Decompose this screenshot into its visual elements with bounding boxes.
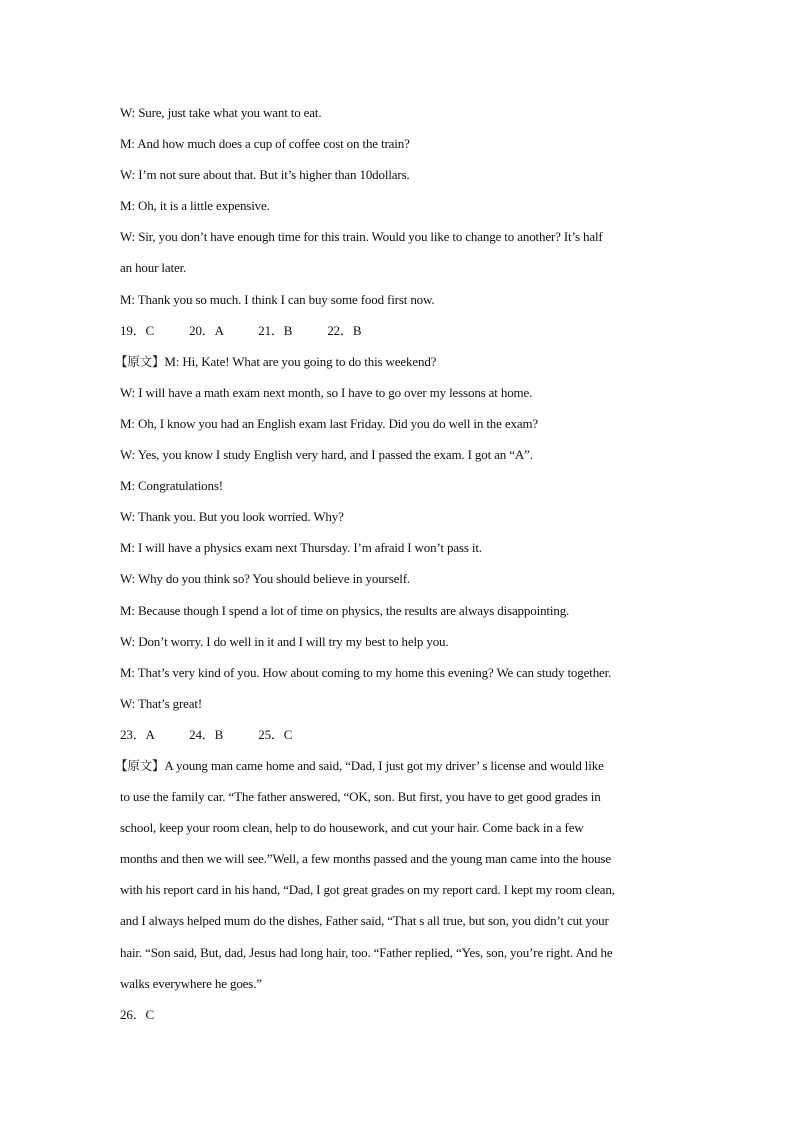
transcript-tag: 【原文】 [115, 757, 165, 773]
dialogue-line: an hour later. [120, 260, 187, 276]
answer-21: 21．B [258, 322, 293, 338]
answer-24: 24．B [189, 726, 224, 742]
passage-line: months and then we will see.”Well, a few months passed and the young man came into the house [120, 851, 611, 867]
dialogue-line: M: Thank you so much. I think I can buy some food first now. [120, 291, 435, 307]
dialogue-line: W: Don’t worry. I do well in it and I will try my best to help you. [120, 633, 449, 649]
passage-line: walks everywhere he goes.” [120, 975, 262, 991]
dialogue-line: W: Sir, you don’t have enough time for this train. Would you like to change to another? It’s half [120, 229, 603, 245]
dialogue-line: M: And how much does a cup of coffee cost on the train? [120, 136, 410, 152]
answer-20: 20．A [189, 322, 224, 338]
dialogue-line: M: Hi, Kate! What are you going to do this weekend? [164, 353, 437, 369]
answer-26: 26．C [120, 1006, 155, 1022]
dialogue-line: M: That’s very kind of you. How about coming to my home this evening? We can study together. [120, 664, 612, 680]
dialogue-line: M: Oh, I know you had an English exam last Friday. Did you do well in the exam? [120, 415, 539, 431]
transcript-start-line [115, 346, 680, 377]
transcript-start-line [115, 750, 680, 781]
dialogue-line: M: Oh, it is a little expensive. [120, 198, 270, 214]
passage-line: and I always helped mum do the dishes, Father said, “That s all true, but son, you didn’t cut your [120, 913, 609, 929]
dialogue-line: W: Thank you. But you look worried. Why? [120, 509, 344, 525]
passage-line: A young man came home and said, “Dad, I just got my driver’ s license and would like [164, 757, 604, 773]
passage-line: with his report card in his hand, “Dad, I got great grades on my report card. I kept my room clean, [120, 882, 615, 898]
transcript-tag: 【原文】 [115, 353, 165, 369]
passage-line: hair. “Son said, But, dad, Jesus had long hair, too. “Father replied, “Yes, son, you’re right. And he [120, 944, 613, 960]
document-content [115, 97, 680, 1030]
dialogue-line: W: Why do you think so? You should believe in yourself. [120, 571, 411, 587]
dialogue-line: W: Yes, you know I study English very hard, and I passed the exam. I got an “A”. [120, 447, 533, 463]
answer-19: 19．C [120, 322, 155, 338]
passage-line: school, keep your room clean, help to do housework, and cut your hair. Come back in a few [120, 820, 584, 836]
dialogue-line: W: I’m not sure about that. But it’s higher than 10dollars. [120, 167, 410, 183]
passage-line: to use the family car. “The father answered, “OK, son. But first, you have to get good grades in [120, 789, 601, 805]
answer-23: 23．A [120, 726, 155, 742]
answer-22: 22．B [327, 322, 362, 338]
dialogue-line: M: Congratulations! [120, 478, 223, 494]
dialogue-line: M: Because though I spend a lot of time on physics, the results are always disappointing. [120, 602, 570, 618]
answer-row [120, 315, 680, 346]
dialogue-line: M: I will have a physics exam next Thursday. I’m afraid I won’t pass it. [120, 540, 482, 556]
dialogue-line: W: Sure, just take what you want to eat. [120, 105, 322, 120]
dialogue-line: W: I will have a math exam next month, so I have to go over my lessons at home. [120, 384, 533, 400]
answer-row [120, 719, 680, 750]
answer-row [120, 999, 680, 1030]
answer-25: 25．C [258, 726, 293, 742]
dialogue-line: W: That’s great! [120, 695, 203, 711]
